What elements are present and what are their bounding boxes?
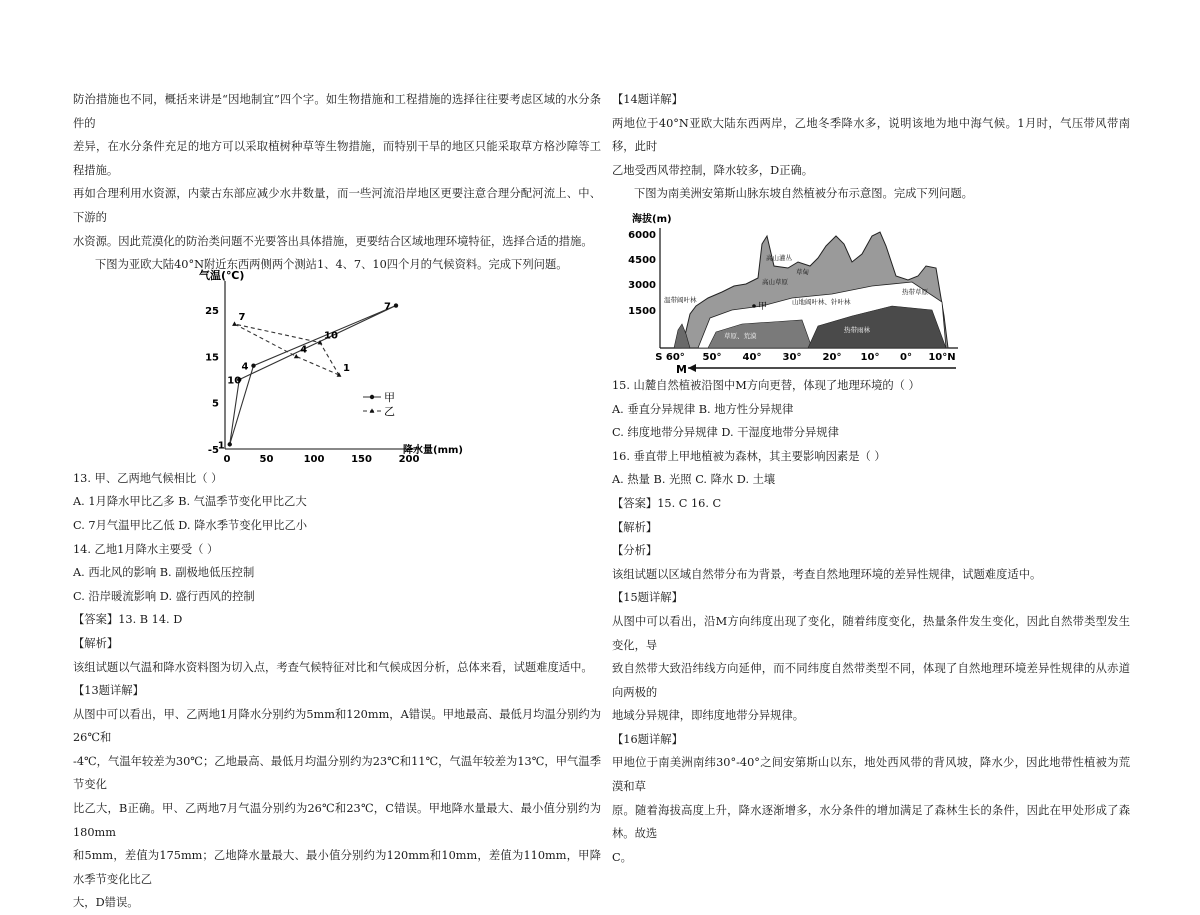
profile-y-tick: 3000: [628, 279, 656, 291]
option-line: C. 沿岸暖流影响 D. 盛行西风的控制: [73, 589, 255, 603]
detail-line: 致自然带大致沿纬线方向延伸，而不同纬度自然带类型不同，体现了自然地理环境差异性规律的从赤道向两极的: [612, 662, 1130, 699]
detail-line: 原。随着海拔高度上升，降水逐渐增多，水分条件的增加满足了森林生长的条件，因此在甲处形成了森林。故选: [612, 803, 1130, 841]
arrow-m-label: M: [676, 362, 687, 376]
zone-label: 草原、荒漠: [724, 331, 757, 340]
detail-line: 乙地受西风带控制，降水较多，D正确。: [612, 163, 814, 177]
detail-line: 从图中可以看出，沿M方向纬度出现了变化，随着纬度变化，热量条件发生变化，因此自然带类型发生变化，导: [612, 614, 1130, 652]
climate-chart-svg: [73, 268, 601, 467]
y-tick-label: -5: [207, 444, 219, 456]
detail-line: 两地位于40°N亚欧大陆东西两岸，乙地冬季降水多，说明该地为地中海气候。1月时，气压带风带南移，此时: [612, 116, 1130, 154]
option-line: A. 热量 B. 光照 C. 降水 D. 土壤: [612, 473, 776, 487]
point-month-label: 10: [324, 330, 338, 342]
right-column: [612, 88, 1130, 869]
x-tick-label: 100: [303, 453, 325, 465]
data-point: [232, 321, 237, 325]
point-month-label: 7: [238, 311, 246, 323]
intro-line: 水资源。因此荒漠化的防治类问题不光要答出具体措施，更要结合区域地理环境特征，选择合适的措施。: [73, 234, 593, 248]
profile-x-tick: 20°: [822, 351, 842, 363]
option-line: A. 1月降水甲比乙多 B. 气温季节变化甲比乙大: [73, 495, 307, 509]
figure-caption: 下图为亚欧大陆40°N附近东西两侧两个测站1、4、7、10四个月的气候资料。完成下列问题。: [95, 258, 568, 272]
zone-label: 草甸: [796, 267, 809, 276]
profile-x-tick: 10°: [860, 351, 880, 363]
x-tick-label: 50: [259, 453, 274, 465]
detail-16-label: 【16题详解】: [612, 732, 683, 746]
y-tick-label: 25: [205, 305, 219, 317]
question-13: 13. 甲、乙两地气候相比（ ）: [73, 471, 223, 485]
detail-line: 从图中可以看出，甲、乙两地1月降水分别约为5mm和120mm，A错误。甲地最高、最低月均温分别约为26℃和: [73, 707, 601, 745]
analysis-text: 该组试题以区域自然带分布为背景，考查自然地理环境的差异性规律，试题难度适中。: [612, 567, 1042, 581]
y-tick-label: 15: [205, 352, 219, 364]
analysis-label: 【解析】: [73, 636, 119, 650]
climate-chart: [73, 268, 601, 467]
point-jia: 甲: [758, 301, 768, 312]
y-axis-label: 气温(℃): [199, 268, 245, 282]
zone-label: 温带阔叶林: [664, 295, 697, 304]
legend-marker: [370, 395, 374, 399]
profile-x-tick: 40°: [742, 351, 762, 363]
data-point: [251, 363, 255, 367]
andes-profile-figure: [612, 206, 1130, 374]
profile-y-title: 海拔(m): [632, 213, 672, 225]
detail-13-label: 【13题详解】: [73, 684, 144, 698]
zone-label: 热带草原: [902, 287, 928, 296]
detail-line: 和5mm，差值为175mm；乙地降水量最大、最小值分别约为120mm和10mm，差值为110mm，甲降水季节变化比乙: [73, 849, 601, 886]
answer-line: 【答案】15. C 16. C: [612, 496, 722, 510]
data-point: [228, 442, 232, 446]
y-tick-label: 5: [212, 398, 219, 410]
profile-x-tick: S 60°: [655, 351, 685, 363]
left-column: [73, 88, 601, 915]
detail-15-label: 【15题详解】: [612, 591, 683, 605]
point-month-label: 10: [227, 375, 242, 387]
x-tick-label: 150: [351, 453, 372, 465]
profile-x-tick: 30°: [782, 351, 802, 363]
data-point: [294, 354, 299, 358]
legend-label: 乙: [384, 404, 395, 418]
figure-caption: 下图为南美洲安第斯山脉东坡自然植被分布示意图。完成下列问题。: [634, 187, 973, 201]
arrow-m-head: [688, 364, 696, 372]
detail-line: 甲地位于南美洲南纬30°-40°之间安第斯山以东，地处西风带的背风坡，降水少，因此地带性植被为荒漠和草: [612, 756, 1130, 794]
option-line: C. 纬度地带分异规律 D. 干湿度地带分异规律: [612, 426, 839, 440]
profile-x-tick: 10°N: [928, 351, 956, 363]
point-month-label: 4: [300, 344, 308, 356]
intro-line: 差异，在水分条件充足的地方可以采取植树种草等生物措施，而特别干旱的地区只能采取草方格沙障等工程措施。: [73, 140, 601, 177]
zone-label: 高山灌丛: [766, 253, 792, 262]
intro-line: 再如合理利用水资源，内蒙古东部应减少水井数量，而一些河流沿岸地区更要注意合理分配河流上、中、下游的: [73, 187, 601, 224]
detail-line: -4℃，气温年较差为30℃；乙地最高、最低月均温分别约为23℃和11℃，气温年较差为13℃，甲气温季节变化: [73, 754, 601, 792]
x-tick-label: 200: [398, 453, 420, 465]
question-14: 14. 乙地1月降水主要受（ ）: [73, 542, 219, 556]
zone-label: 高山草原: [762, 277, 788, 286]
option-line: C. 7月气温甲比乙低 D. 降水季节变化甲比乙小: [73, 518, 308, 532]
question-15: 15. 山麓自然植被沿图中M方向更替，体现了地理环境的（ ）: [612, 378, 920, 392]
analysis-text: 该组试题以气温和降水资料图为切入点，考查气候特征对比和气候成因分析，总体来看，试题难度适中。: [73, 660, 593, 674]
profile-y-tick: 6000: [628, 229, 656, 241]
question-16: 16. 垂直带上甲地植被为森林，其主要影响因素是（ ）: [612, 449, 886, 463]
analysis-label: 【解析】: [612, 520, 658, 534]
detail-line: 地域分异规律，即纬度地带分异规律。: [612, 709, 805, 723]
profile-y-tick: 1500: [628, 305, 656, 317]
detail-line: 大，D错误。: [73, 896, 139, 910]
detail-line: C。: [612, 850, 632, 864]
detail-14-label: 【14题详解】: [612, 93, 683, 106]
intro-line: 防治措施也不同，概括来讲是“因地制宜”四个字。如生物措施和工程措施的选择往往要考虑区域的水分条件的: [73, 93, 601, 130]
profile-y-tick: 4500: [628, 254, 656, 266]
x-axis-label: 降水量(mm): [403, 444, 463, 456]
point-month-label: 1: [217, 440, 225, 452]
zone-label: 山地阔叶林、针叶林: [792, 297, 851, 306]
legend-label: 甲: [384, 390, 395, 404]
point-month-label: 7: [384, 301, 391, 313]
profile-x-tick: 50°: [702, 351, 722, 363]
option-line: A. 垂直分异规律 B. 地方性分异规律: [612, 402, 794, 416]
point-month-label: 1: [343, 362, 350, 374]
point-month-label: 4: [241, 361, 249, 373]
option-line: A. 西北风的影响 B. 副极地低压控制: [73, 566, 255, 580]
zone-label: 热带雨林: [844, 325, 870, 334]
profile-x-tick: 0°: [900, 351, 912, 363]
andes-profile-svg: [612, 206, 1130, 374]
detail-line: 比乙大，B正确。甲、乙两地7月气温分别约为26℃和23℃，C错误。甲地降水量最大、最小值分别约为180mm: [73, 802, 601, 839]
answer-line: 【答案】13. B 14. D: [73, 613, 183, 627]
analysis-label-2: 【分析】: [612, 544, 658, 558]
series-line: [230, 305, 396, 444]
data-point: [394, 303, 398, 307]
x-tick-label: 0: [223, 453, 231, 465]
